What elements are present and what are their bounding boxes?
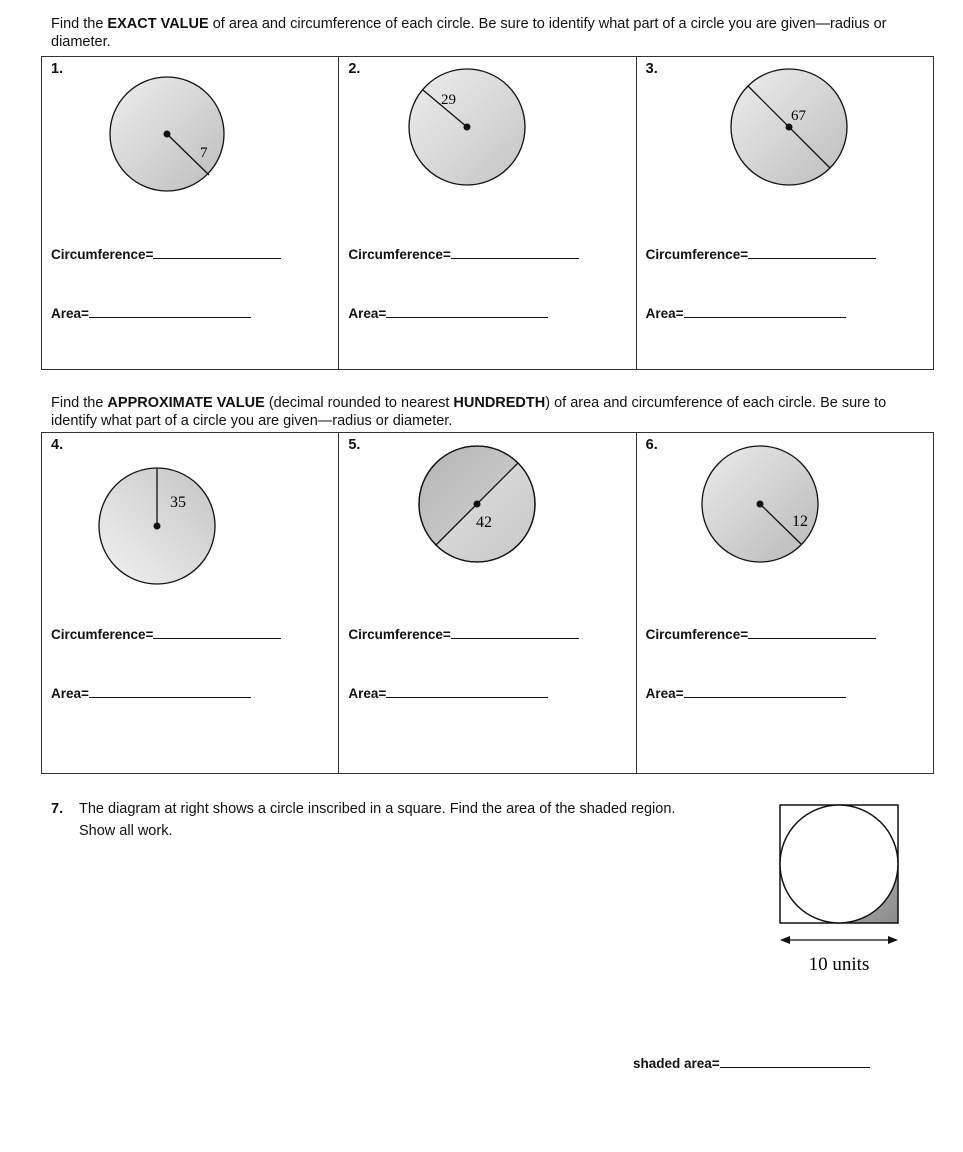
arrow-right-icon — [888, 936, 898, 944]
circle-3-diagram — [637, 57, 934, 237]
problem-3-cell — [637, 57, 933, 369]
answer-blank[interactable] — [684, 305, 846, 318]
answer-blank[interactable] — [386, 685, 548, 698]
answer-blank[interactable] — [451, 626, 579, 639]
diameter-measure-label: 42 — [476, 514, 493, 531]
center-point — [474, 501, 481, 508]
problem-number: 5. — [348, 437, 361, 453]
circle-2-diagram — [339, 57, 636, 237]
circle-4-diagram — [42, 433, 339, 613]
area-answer-3: Area= — [646, 305, 846, 321]
answer-blank[interactable] — [684, 685, 846, 698]
exact-value-problem-grid — [41, 56, 934, 370]
circumference-answer-6: Circumference= — [646, 626, 876, 642]
answer-blank[interactable] — [748, 626, 876, 639]
problem-number: 1. — [51, 61, 64, 77]
area-answer-4: Area= — [51, 685, 251, 701]
problem-7-line2: Show all work. — [79, 823, 173, 839]
answer-blank[interactable] — [89, 685, 251, 698]
problem-6-cell — [637, 433, 933, 773]
area-answer-2: Area= — [348, 305, 548, 321]
circle-1-diagram — [42, 57, 339, 237]
circumference-answer-5: Circumference= — [348, 626, 578, 642]
problem-number: 6. — [645, 437, 658, 453]
circle-6-diagram — [637, 433, 934, 613]
diameter-measure-label: 67 — [790, 108, 806, 124]
circumference-answer-1: Circumference= — [51, 246, 281, 262]
problem-5-cell — [339, 433, 636, 773]
circumference-answer-2: Circumference= — [348, 246, 578, 262]
section1-instructions: Find the EXACT VALUE of area and circumference of each circle. Be sure to identify what part of a circle you are given—radius or diameter. — [51, 16, 887, 50]
circumference-answer-4: Circumference= — [51, 626, 281, 642]
answer-blank[interactable] — [153, 246, 281, 259]
problem-4-cell — [42, 433, 339, 773]
section2-instructions: Find the APPROXIMATE VALUE (decimal rounded to nearest HUNDREDTH) of area and circumference of each circle. Be sure to identify what part of a circle you are given—radius or diameter. — [51, 395, 887, 429]
arrow-left-icon — [780, 936, 790, 944]
answer-blank[interactable] — [451, 246, 579, 259]
answer-blank[interactable] — [748, 246, 876, 259]
problem-number: 7. — [51, 801, 64, 817]
circle-5-diagram — [339, 433, 636, 613]
center-point — [154, 523, 161, 530]
shaded-area-answer: shaded area= — [633, 1055, 870, 1071]
inscribed-circle-diagram — [770, 798, 910, 983]
radius-measure-label: 7 — [200, 145, 208, 161]
radius-measure-label: 12 — [791, 513, 808, 530]
area-answer-5: Area= — [348, 685, 548, 701]
problem-7-prompt — [51, 798, 675, 842]
center-point — [464, 124, 471, 131]
center-point — [756, 501, 763, 508]
problem-2-cell — [339, 57, 636, 369]
inscribed-circle — [780, 805, 898, 923]
radius-measure-label: 29 — [441, 92, 457, 108]
answer-blank[interactable] — [89, 305, 251, 318]
dimension-label: 10 units — [808, 954, 870, 975]
problem-7-line1: The diagram at right shows a circle inscribed in a square. Find the area of the shaded region. — [79, 801, 676, 817]
area-answer-6: Area= — [646, 685, 846, 701]
problem-number: 3. — [645, 61, 658, 77]
answer-blank[interactable] — [720, 1055, 870, 1068]
approximate-value-problem-grid — [41, 432, 934, 774]
answer-blank[interactable] — [153, 626, 281, 639]
area-answer-1: Area= — [51, 305, 251, 321]
circumference-answer-3: Circumference= — [646, 246, 876, 262]
problem-number: 2. — [348, 61, 361, 77]
problem-1-cell — [42, 57, 339, 369]
center-point — [164, 131, 171, 138]
center-point — [785, 124, 792, 131]
answer-blank[interactable] — [386, 305, 548, 318]
problem-number: 4. — [51, 437, 64, 453]
radius-measure-label: 35 — [170, 494, 186, 511]
